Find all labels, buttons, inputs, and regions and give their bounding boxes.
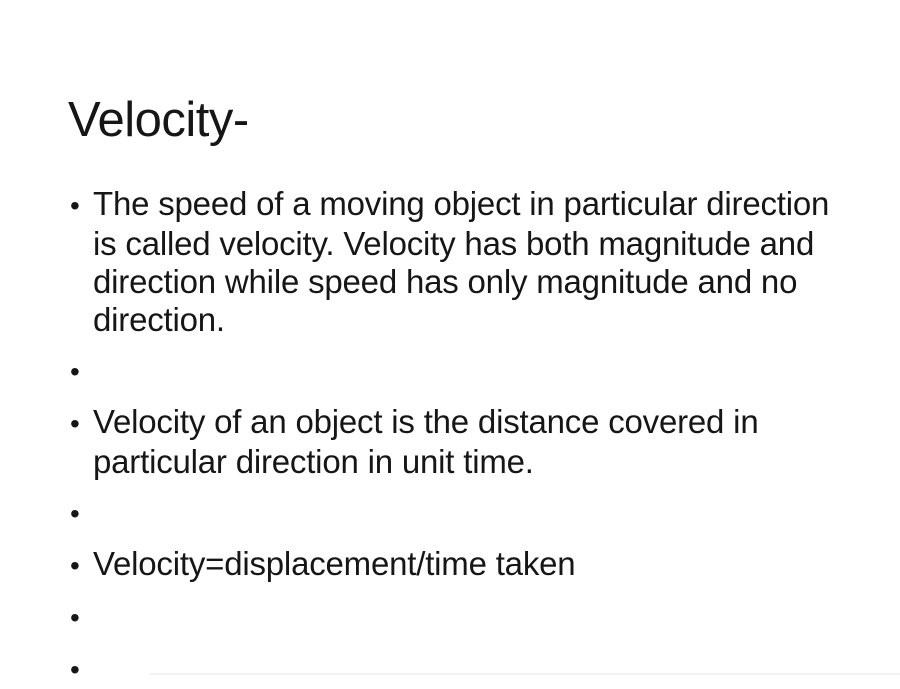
bullet-icon: • [70,190,80,221]
bullet-icon: • [70,498,80,529]
bullet-icon: • [70,408,80,439]
list-item [70,493,845,533]
slide-title: Velocity- [68,92,249,147]
slide-body [70,185,845,689]
list-item [70,351,845,391]
bullet-icon: • [70,602,80,633]
list-item [70,185,845,339]
bullet-icon: • [70,356,80,387]
list-item [70,597,845,637]
bullet-icon: • [70,550,80,581]
bullet-icon: • [70,654,80,685]
list-item [70,545,845,585]
bullet-text: The speed of a moving object in particular direction is called velocity. Velocity has both magnitude and direction while speed has only magnitude and no direction. [93,185,830,338]
list-item [70,649,845,689]
list-item [70,403,845,481]
bullet-text: Velocity=displacement/time taken [93,545,576,582]
bullet-list [70,185,845,689]
bullet-text: Velocity of an object is the distance covered in particular direction in unit time. [93,403,759,480]
